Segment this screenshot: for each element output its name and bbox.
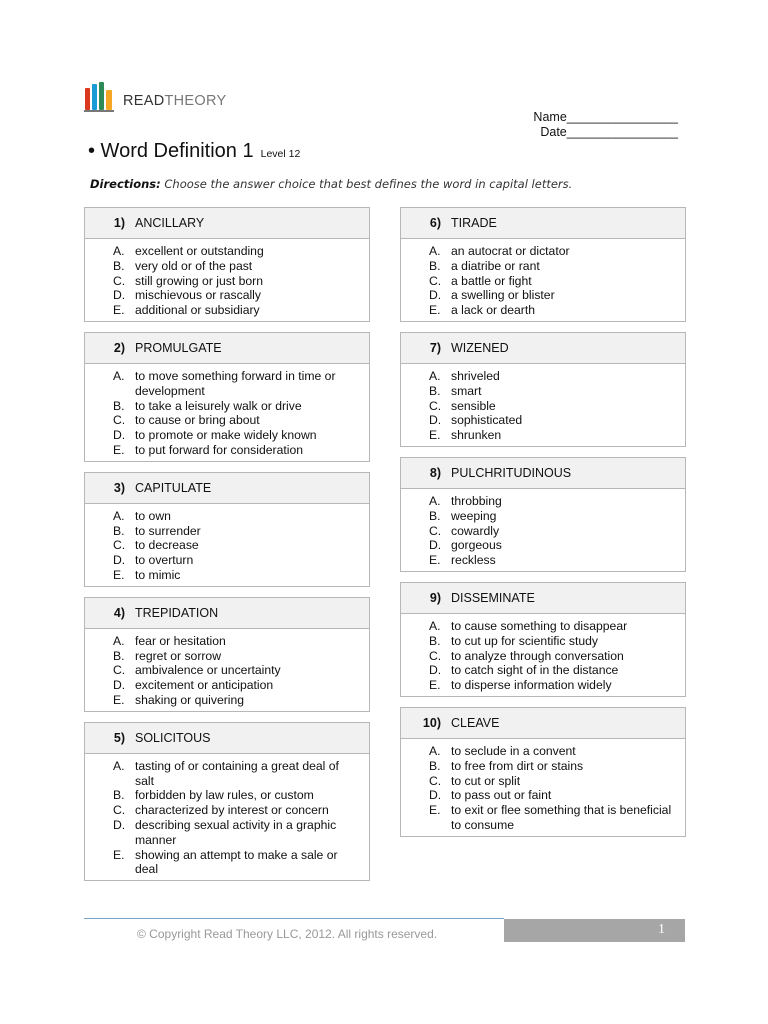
answer-option[interactable]: [401, 619, 685, 634]
answer-option[interactable]: [85, 303, 369, 318]
question-word: SOLICITOUS: [135, 730, 211, 745]
option-text: to promote or make widely known: [135, 428, 317, 443]
logo-wordmark: [123, 94, 226, 109]
answer-option[interactable]: [401, 428, 685, 443]
option-letter: C.: [113, 663, 126, 678]
option-letter: B.: [113, 523, 125, 538]
option-letter: D.: [429, 288, 442, 303]
directions: [90, 177, 572, 191]
page-number-box: [504, 919, 685, 942]
option-text: fear or hesitation: [135, 633, 226, 648]
answer-option[interactable]: [85, 553, 369, 568]
option-letter: C.: [113, 413, 126, 428]
question-word: TIRADE: [451, 216, 497, 230]
answer-option[interactable]: [85, 443, 369, 458]
option-letter: C.: [113, 803, 126, 818]
answer-option[interactable]: [401, 774, 685, 789]
option-text: to cut up for scientific study: [451, 633, 598, 648]
left-question-column: [84, 207, 370, 891]
option-text: to analyze through conversation: [451, 648, 624, 663]
option-text: a lack or dearth: [451, 303, 536, 318]
answer-option[interactable]: [85, 568, 369, 583]
option-text: to decrease: [135, 538, 199, 553]
answer-option[interactable]: [401, 538, 685, 553]
option-text: to seclude in a convent: [451, 743, 576, 758]
page-number: 1: [658, 922, 665, 937]
option-text: to mimic: [135, 567, 181, 582]
question-number: 3): [113, 480, 125, 495]
answer-option[interactable]: [85, 288, 369, 303]
answer-option[interactable]: [85, 413, 369, 428]
question-number: 4): [113, 605, 125, 620]
question-box: [84, 597, 370, 712]
option-letter: D.: [113, 288, 126, 303]
directions-text: Choose the answer choice that best defines the word in capital letters.: [160, 177, 573, 191]
question-box: [84, 332, 370, 462]
option-text: reckless: [451, 553, 496, 568]
option-letter: C.: [429, 523, 442, 538]
footer-divider: [84, 918, 504, 919]
answer-option[interactable]: [401, 274, 685, 289]
option-letter: A.: [429, 244, 441, 258]
option-text: excitement or anticipation: [135, 678, 274, 693]
answer-options: [85, 504, 369, 586]
option-letter: A.: [113, 244, 125, 258]
answer-option[interactable]: [401, 303, 685, 318]
answer-option[interactable]: [401, 803, 685, 833]
answer-option[interactable]: [85, 428, 369, 443]
option-text: to catch sight of in the distance: [451, 663, 619, 678]
option-text: sensible: [451, 398, 496, 413]
option-letter: E.: [113, 567, 125, 582]
option-text: a swelling or blister: [451, 288, 555, 303]
option-text: still growing or just born: [135, 273, 264, 288]
answer-option[interactable]: [85, 848, 369, 878]
option-letter: C.: [429, 773, 442, 788]
answer-option[interactable]: [85, 509, 369, 524]
answer-option[interactable]: [85, 693, 369, 708]
option-text: to move something forward in time or development: [135, 368, 336, 398]
answer-option[interactable]: [401, 494, 685, 509]
question-header: [85, 598, 369, 629]
answer-option[interactable]: [401, 413, 685, 428]
answer-option[interactable]: [85, 369, 369, 399]
answer-option[interactable]: [85, 788, 369, 803]
answer-option[interactable]: [85, 244, 369, 259]
option-text: additional or subsidiary: [135, 303, 260, 318]
question-number: 1): [113, 216, 125, 230]
option-letter: D.: [113, 678, 126, 693]
option-letter: C.: [429, 273, 442, 288]
option-letter: B.: [113, 788, 125, 803]
option-text: a battle or fight: [451, 273, 532, 288]
option-letter: E.: [429, 303, 441, 318]
option-letter: C.: [113, 273, 126, 288]
option-text: to own: [135, 508, 171, 523]
option-letter: C.: [113, 538, 126, 553]
option-letter: D.: [429, 538, 442, 553]
option-text: showing an attempt to make a sale or deal: [135, 847, 338, 877]
answer-option[interactable]: [401, 399, 685, 414]
option-letter: E.: [113, 692, 125, 707]
answer-option[interactable]: [85, 678, 369, 693]
logo-theory: THEORY: [164, 92, 227, 109]
question-header: [85, 723, 369, 754]
page-title: [88, 140, 300, 163]
answer-option[interactable]: [85, 803, 369, 818]
question-header: [401, 583, 685, 614]
answer-option[interactable]: [401, 663, 685, 678]
answer-option[interactable]: [401, 244, 685, 259]
answer-options: [401, 239, 685, 321]
option-text: tasting of or containing a great deal of salt: [135, 758, 339, 788]
answer-option[interactable]: [85, 524, 369, 539]
title-text: • Word Definition 1: [88, 140, 254, 162]
answer-option[interactable]: [401, 288, 685, 303]
option-text: weeping: [451, 508, 497, 523]
option-text: to pass out or faint: [451, 788, 552, 803]
question-number: 8): [429, 465, 441, 480]
option-text: smart: [451, 383, 482, 398]
question-box: [400, 207, 686, 322]
option-letter: E.: [429, 803, 441, 818]
question-header: [401, 458, 685, 489]
option-text: ambivalence or uncertainty: [135, 663, 281, 678]
answer-option[interactable]: [85, 759, 369, 789]
option-letter: B.: [429, 633, 441, 648]
logo-read: READ: [123, 92, 165, 109]
answer-options: [85, 754, 369, 880]
option-letter: D.: [429, 788, 442, 803]
option-text: to take a leisurely walk or drive: [135, 398, 302, 413]
name-date-block: [533, 110, 678, 140]
question-number: 2): [113, 340, 125, 355]
question-number: 7): [429, 340, 441, 355]
option-letter: B.: [113, 258, 125, 273]
answer-options: [85, 239, 369, 321]
option-text: excellent or outstanding: [135, 244, 264, 258]
question-box: [400, 707, 686, 837]
option-letter: E.: [429, 553, 441, 568]
option-letter: A.: [113, 368, 125, 383]
option-letter: C.: [429, 398, 442, 413]
option-text: to cause or bring about: [135, 413, 260, 428]
answer-option[interactable]: [401, 678, 685, 693]
question-header: [401, 333, 685, 364]
books-logo-icon: [84, 82, 116, 112]
question-number: 10): [422, 715, 441, 730]
answer-option[interactable]: [401, 509, 685, 524]
answer-option[interactable]: [401, 524, 685, 539]
question-number: 9): [429, 590, 441, 605]
option-letter: A.: [429, 743, 441, 758]
option-text: forbidden by law rules, or custom: [135, 788, 314, 803]
question-word: TREPIDATION: [135, 605, 219, 620]
option-text: to free from dirt or stains: [451, 758, 584, 773]
answer-option[interactable]: [401, 384, 685, 399]
option-text: sophisticated: [451, 413, 523, 428]
question-word: DISSEMINATE: [451, 590, 535, 605]
option-letter: A.: [429, 493, 441, 508]
answer-option[interactable]: [401, 788, 685, 803]
option-letter: D.: [429, 413, 442, 428]
option-letter: E.: [113, 847, 125, 862]
option-letter: A.: [429, 368, 441, 383]
option-letter: E.: [113, 303, 125, 318]
option-text: to disperse information widely: [451, 678, 612, 693]
question-header: [401, 708, 685, 739]
answer-options: [85, 629, 369, 711]
answer-option[interactable]: [85, 649, 369, 664]
option-text: cowardly: [451, 523, 500, 538]
option-letter: B.: [429, 508, 441, 523]
option-letter: D.: [113, 817, 126, 832]
question-word: ANCILLARY: [135, 216, 205, 230]
option-text: an autocrat or dictator: [451, 244, 570, 258]
answer-option[interactable]: [401, 759, 685, 774]
question-header: [401, 208, 685, 239]
answer-options: [401, 489, 685, 571]
option-text: gorgeous: [451, 538, 502, 553]
question-box: [400, 332, 686, 447]
option-text: shriveled: [451, 368, 500, 383]
name-field[interactable]: Name________________: [533, 110, 678, 124]
option-text: shaking or quivering: [135, 692, 245, 707]
answer-option[interactable]: [401, 744, 685, 759]
option-text: to cause something to disappear: [451, 618, 628, 633]
question-box: [84, 207, 370, 322]
question-word: PROMULGATE: [135, 340, 222, 355]
option-letter: B.: [429, 383, 441, 398]
answer-option[interactable]: [85, 274, 369, 289]
answer-option[interactable]: [85, 259, 369, 274]
option-letter: B.: [113, 398, 125, 413]
copyright-text: © Copyright Read Theory LLC, 2012. All rights reserved.: [137, 927, 438, 941]
answer-options: [401, 614, 685, 696]
date-field[interactable]: Date________________: [540, 125, 678, 139]
question-word: CAPITULATE: [135, 480, 212, 495]
answer-option[interactable]: [401, 369, 685, 384]
option-text: a diatribe or rant: [451, 258, 540, 273]
answer-option[interactable]: [85, 399, 369, 414]
option-letter: A.: [113, 758, 125, 773]
option-text: regret or sorrow: [135, 648, 222, 663]
directions-label: Directions:: [90, 177, 161, 191]
answer-option[interactable]: [401, 649, 685, 664]
option-letter: B.: [429, 258, 441, 273]
option-text: to overturn: [135, 553, 194, 568]
readtheory-logo: [84, 82, 226, 112]
option-text: describing sexual activity in a graphic manner: [135, 817, 337, 847]
answer-option[interactable]: [85, 634, 369, 649]
option-letter: A.: [113, 508, 125, 523]
answer-option[interactable]: [401, 634, 685, 649]
option-text: throbbing: [451, 493, 502, 508]
question-box: [400, 457, 686, 572]
option-letter: E.: [429, 428, 441, 443]
question-word: CLEAVE: [451, 715, 500, 730]
option-letter: A.: [113, 633, 125, 648]
option-letter: B.: [113, 648, 125, 663]
option-text: shrunken: [451, 428, 502, 443]
answer-option[interactable]: [85, 538, 369, 553]
option-text: mischievous or rascally: [135, 288, 261, 303]
option-text: characterized by interest or concern: [135, 803, 329, 818]
option-letter: E.: [113, 442, 125, 457]
option-text: to put forward for consideration: [135, 442, 304, 457]
answer-option[interactable]: [85, 663, 369, 678]
option-text: to exit or flee something that is beneficial to consume: [451, 803, 672, 832]
answer-option[interactable]: [85, 818, 369, 848]
option-text: very old or of the past: [135, 258, 253, 273]
option-letter: D.: [113, 428, 126, 443]
level-label: Level 12: [260, 148, 301, 160]
answer-options: [401, 739, 685, 836]
question-header: [85, 473, 369, 504]
question-header: [85, 333, 369, 364]
option-letter: A.: [429, 618, 441, 633]
answer-option[interactable]: [401, 259, 685, 274]
option-letter: D.: [113, 553, 126, 568]
option-text: to cut or split: [451, 773, 521, 788]
question-number: 6): [429, 216, 441, 230]
answer-option[interactable]: [401, 553, 685, 568]
option-text: to surrender: [135, 523, 201, 538]
option-letter: C.: [429, 648, 442, 663]
question-box: [84, 722, 370, 881]
question-word: PULCHRITUDINOUS: [451, 465, 572, 480]
question-word: WIZENED: [451, 340, 509, 355]
option-letter: D.: [429, 663, 442, 678]
answer-options: [401, 364, 685, 446]
question-number: 5): [113, 730, 125, 745]
option-letter: E.: [429, 678, 441, 693]
option-letter: B.: [429, 758, 441, 773]
question-box: [400, 582, 686, 697]
question-box: [84, 472, 370, 587]
question-header: [85, 208, 369, 239]
right-question-column: [400, 207, 686, 847]
answer-options: [85, 364, 369, 461]
